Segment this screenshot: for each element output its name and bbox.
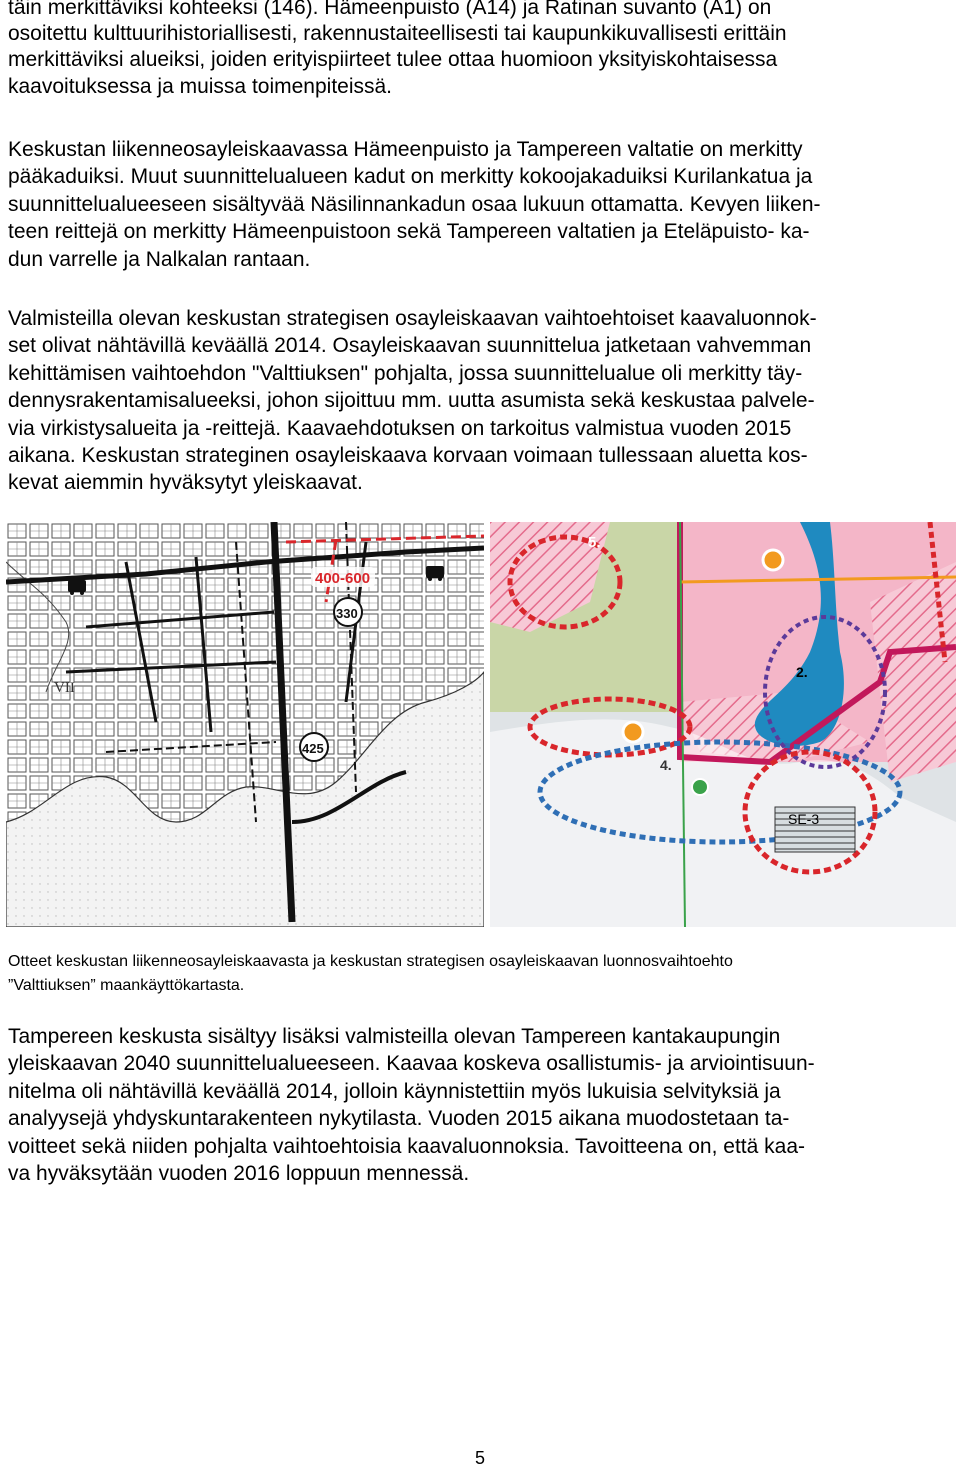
text-line: Tampereen keskusta sisältyy lisäksi valmisteilla olevan Tampereen kantakaupungin [8,1025,781,1048]
text-line: set olivat nähtävillä keväällä 2014. Osayleiskaavan suunnittelua jatketaan vahvemman [8,334,812,358]
paragraph-1 [8,0,952,100]
text-line: voitteet sekä niiden pohjalta vaihtoehtoisia kaavaluonnoksia. Tavoitteena on, että kaa- [8,1134,805,1158]
map-label: 425 [302,741,324,756]
text-line: Keskustan liikenneosayleiskaavassa Hämeenpuisto ja Tampereen valtatie on merkitty [8,138,803,161]
text-line: Valmisteilla olevan keskustan strategisen osayleiskaavan vaihtoehtoiset kaavaluonnok- [8,307,817,330]
text-line: aikana. Keskustan strateginen osayleiskaava korvaan voimaan tullessaan aluetta kos- [8,444,808,468]
service-point-icon [763,550,783,570]
text-line: kaavoituksessa ja muissa toimenpiteissä. [8,74,393,98]
text-line: teen reittejä on merkitty Hämeenpuistoon sekä Tampereen valtatien ja Eteläpuisto- ka- [8,220,810,244]
map-label: 400-600 [315,570,371,587]
service-point-icon [623,722,643,742]
text-line: dun varrelle ja Nalkalan rantaan. [8,247,311,271]
text-line: täin merkittäviksi kohteeksi (146). Hämeenpuisto (A14) ja Ratinan suvanto (A1) on [8,0,772,19]
paragraph-4 [8,1023,952,1187]
page-number: 5 [474,1448,485,1468]
text-line: kevat aiemmin hyväksytyt yleiskaavat. [8,471,363,495]
traffic-plan-map-graphic [6,522,484,927]
paragraph-2 [8,136,952,273]
traffic-plan-map [6,522,484,927]
text-line: analyysejä yhdyskuntarakenteen nykytilasta. Vuoden 2015 aikana muodostetaan ta- [8,1107,790,1131]
text-line: kehittämisen vaihtoehdon "Valttiuksen" pohjalta, jossa suunnittelualue oli merkitty täy- [8,361,803,385]
map-label: 330 [336,606,358,621]
text-line: pääkaduiksi. Muut suunnittelualueen kadut on merkitty kokoojakaduiksi Kurilankatua ja [8,165,813,189]
land-use-plan-map-graphic [490,522,956,927]
figure-caption [8,950,952,998]
caption-line: Otteet keskustan liikenneosayleiskaavasta ja keskustan strategisen osayleiskaavan luonnosvaihtoehto [8,953,733,970]
text-line: nitelma oli nähtävillä keväällä 2014, jolloin käynnistettiin myös lukuisia selvityksiä ja [8,1079,781,1103]
text-line: yleiskaavan 2040 suunnittelualueeseen. Kaavaa koskeva osallistumis- ja arviointisuun- [8,1052,815,1076]
map-label: 2. [796,664,808,680]
text-line: via virkistysalueita ja -reittejä. Kaavaehdotuksen on tarkoitus valmistua vuoden 2015 [8,416,792,440]
park-point-icon [692,779,708,795]
map-label: 5. [588,534,601,551]
text-line: va hyväksytään vuoden 2016 loppuun mennessä. [8,1162,470,1186]
map-label: SE-3 [788,811,820,827]
text-line: osoitettu kulttuurihistoriallisesti, rakennustaiteellisesti tai kaupunkikuvallisesti erittäin [8,22,787,46]
caption-line: ”Valttiuksen” maankäyttökartasta. [8,977,245,994]
text-line: dennysrakentamisalueeksi, johon sijoittuu mm. uutta asumista sekä keskustaa palvele- [8,389,815,413]
text-line: suunnittelualueeseen sisältyvää Näsilinnankadun osaa lukuun ottamatta. Kevyen liiken- [8,192,821,216]
land-use-plan-map [490,522,956,927]
text-line: merkittäviksi alueiksi, joiden erityispiirteet tulee ottaa huomioon yksityiskohtaisessa [8,48,778,72]
map-label: VII [54,680,75,696]
paragraph-3 [8,305,952,497]
map-label: 4. [660,757,672,773]
